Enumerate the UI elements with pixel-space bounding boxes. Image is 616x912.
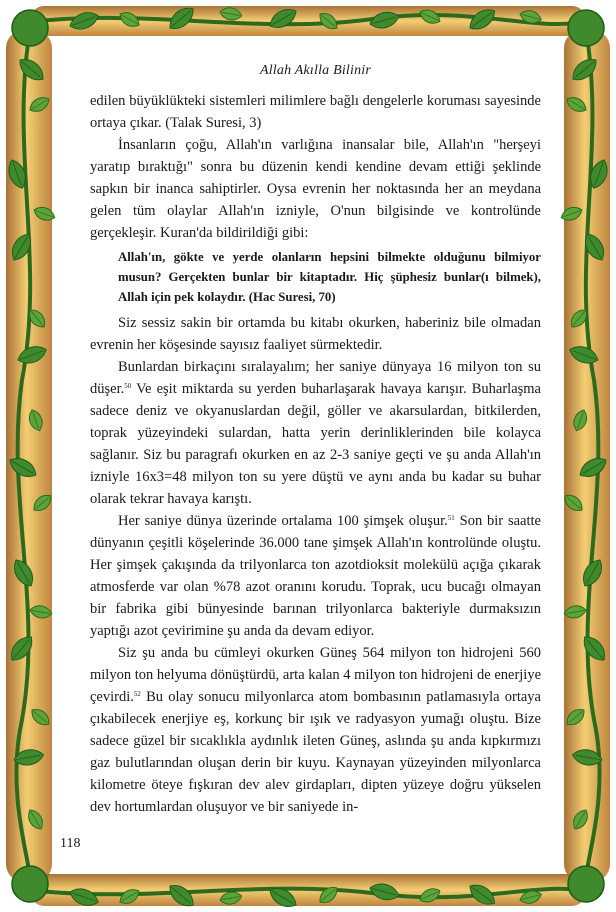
page-number: 118 <box>60 836 81 851</box>
paragraph-text: Her saniye dünya üzerinde ortalama 100 şimşek oluşur. <box>118 513 448 529</box>
paragraph-text: Bunlardan birkaçını sıralayalım; her saniye dünyaya 16 milyon ton su düşer. <box>90 359 541 397</box>
paragraph <box>90 356 541 510</box>
footnote-marker: 51 <box>447 514 455 522</box>
paragraph: Siz sessiz sakin bir ortamda bu kitabı okurken, haberiniz bile olmadan evrenin her köşesinde sayısız faaliyet sürmektedir. <box>90 315 541 353</box>
quran-quote: Allah'ın, gökte ve yerde olanların hepsini bilmekte olduğunu bilmiyor musun? Gerçekten bunlar bir kitaptadır. Hiç şüphesiz bunlar(ı bilmek), Allah için pek kolaydır. (Hac Suresi, 70) <box>118 250 541 304</box>
paragraph: İnsanların çoğu, Allah'ın varlığına inansalar bile, Allah'ın "herşeyi yaratıp bıraktığı" sonra bu düzenin kendi kendine devam ettiği şeklinde sapkın bir inanca sahiptirler. Oysa evrenin her noktasında her an meydana gelen tüm olaylar Allah'ın izniyle, O'nun bilgisinde ve kontrolünde gerçekleşir. Kuran'da bildirildiği gibi: <box>90 137 541 241</box>
paragraph-text: Son bir saatte dünyanın çeşitli köşelerinde 36.000 tane şimşek Allah'ın kontrolünde oluştu. Her şimşek çakışında da trilyonlarca ton azotdioksit molekülü açığa çıkarak atmosferde var olan %78 azot oranını korudu. Toprak, ucu bucağı olmayan bir fabrika gibi bünyesinde barınan trilyonlarca bakteriyle durmaksızın yaptığı azot çevirimine şu anda da devam ediyor. <box>90 513 541 639</box>
paragraph <box>90 642 541 818</box>
footnote-marker: 50 <box>124 382 132 390</box>
footnote-marker: 52 <box>133 690 141 698</box>
paragraph-text: Bu olay sonucu milyonlarca atom bombasının patlamasıyla ortaya çıkabilecek enerjiye eş, korkunç bir ışık ve radyasyon yumağı oluştu. Bize sadece güzel bir sıcaklıkla aydınlık ileten Güneş, aslında şu anda kıpkırmızı gaz bulutlarından oluşan derin bir kuyu. Kaynayan yüzeyinden milyonlarca kilometre öteye fışkıran dev alev girdapları, dipten yüzeye doğru yükselen dev hortumlardan oluşuyor ve bir saniyede in- <box>90 689 541 815</box>
paragraph <box>90 510 541 642</box>
paragraph-text: Ve eşit miktarda su yerden buharlaşarak havaya karışır. Buharlaşma sadece deniz ve okyanuslardan değil, göller ve akarsulardan, bitkilerden, toprak yüzeyindeki sulardan, hatta yerin derinliklerinden bile kolayca sağlanır. Siz bu paragrafı okurken en az 2-3 saniye geçti ve şu anda Allah'ın izniyle 16x3=48 milyon ton su yere düştü ve aynı anda bu kadar su buhar olarak tekrar havaya karıştı. <box>90 381 541 507</box>
paragraph-continued: edilen büyüklükteki sistemleri milimlere bağlı dengelerle koruması sayesinde ortaya çıkar. (Talak Suresi, 3) <box>90 93 541 131</box>
page-body <box>90 60 541 818</box>
running-title: Allah Akılla Bilinir <box>259 63 372 78</box>
paragraph-text: Siz şu anda bu cümleyi okurken Güneş 564 milyon ton hidrojeni 560 milyon ton helyuma dönüştürdü, arta kalan 4 milyon ton hidrojeni de enerjiye çevirdi. <box>90 645 542 705</box>
